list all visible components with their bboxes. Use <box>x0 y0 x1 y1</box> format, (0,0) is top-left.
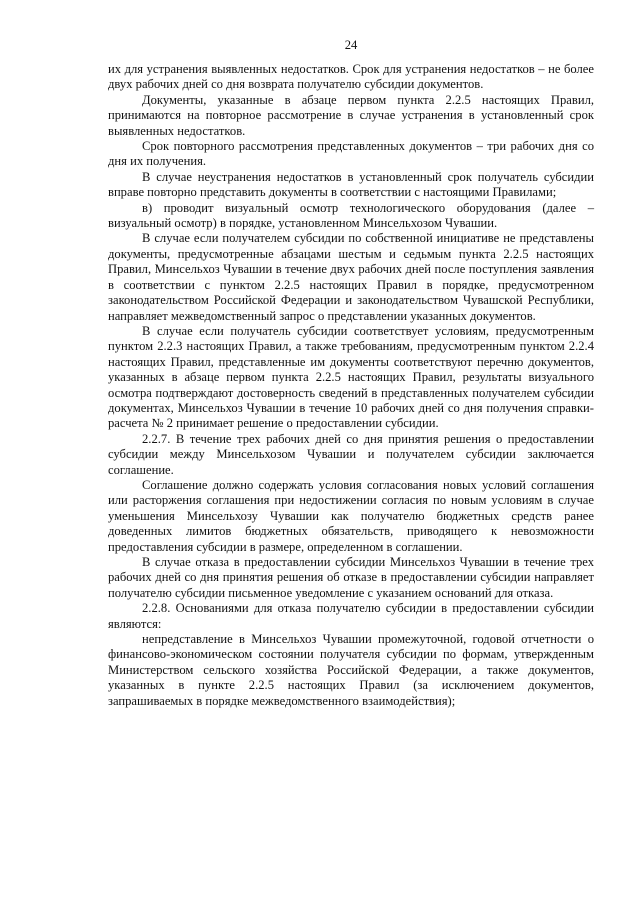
paragraph: Срок повторного рассмотрения представленных документов – три рабочих дня со дня их получения. <box>108 139 594 169</box>
paragraph: Документы, указанные в абзаце первом пункта 2.2.5 настоящих Правил, принимаются на повторное рассмотрение в случае устранения в установленный срок выявленных недостатков. <box>108 92 594 138</box>
paragraph: В случае отказа в предоставлении субсидии Минсельхоз Чувашии в течение трех рабочих дней со дня принятия решения об отказе в предоставлении субсидии направляет получателю субсидии письменное уведомление с указанием оснований для отказа. <box>108 555 594 600</box>
paragraph-clause-2-2-7: 2.2.7. В течение трех рабочих дней со дня принятия решения о предоставлении субсидии между Минсельхозом Чувашии и получателем субсидии заключается соглашение. <box>108 431 594 477</box>
paragraph: В случае если получатель субсидии соответствует условиям, предусмотренным пунктом 2.2.3 настоящих Правил, а также требованиям, предусмотренным пунктом 2.2.4 настоящих Правил, представленные им документы соответствуют перечню документов, указанных в абзаце первом пункта 2.2.5 настоящих Правил, результаты визуального осмотра подтверждают достоверность сведений в представленных получателем субсидии документах, Минсельхоз Чувашии в течение 10 рабочих дней со дня получения справки-расчета № 2 принимает решение о предоставлении субсидии. <box>108 323 594 431</box>
paragraph: непредставление в Минсельхоз Чувашии промежуточной, годовой отчетности о финансово-экономическом состоянии получателя субсидии по формам, утвержденным Министерством сельского хозяйства Российской Федерации, а также документов, указанных в пункте 2.2.5 настоящих Правил (за исключением документов, запрашиваемых в порядке межведомственного взаимодействия); <box>108 632 594 708</box>
page-number: 24 <box>344 38 358 52</box>
paragraph: В случае неустранения недостатков в установленный срок получатель субсидии вправе повторно представить документы в соответствии с настоящими Правилами; <box>108 169 594 200</box>
paragraph-clause-2-2-8: 2.2.8. Основаниями для отказа получателю субсидии в предоставлении субсидии являются: <box>108 601 594 631</box>
paragraph-continuation: их для устранения выявленных недостатков. Срок для устранения недостатков – не более двух рабочих дней со дня возврата получателю субсидии документов. <box>108 62 594 92</box>
paragraph: В случае если получателем субсидии по собственной инициативе не представлены документы, предусмотренные абзацами шестым и седьмым пункта 2.2.5 настоящих Правил, Минсельхоз Чувашии в течение двух рабочих дней после поступления заявления в соответствии с пунктом 2.2.5 настоящих Правил в порядке, предусмотренном законодательством Российской Федерации и законодательством Чувашской Республики, направляет межведомственный запрос о представлении указанных документов. <box>108 231 594 323</box>
paragraph: Соглашение должно содержать условия согласования новых условий соглашения или расторжения соглашения при недостижении согласия по новым условиям в случае уменьшения Минсельхозу Чувашии как получателю бюджетных средств ранее доведенных лимитов бюджетных обязательств, приводящего к невозможности предоставления субсидии в размере, определенном в соглашении. <box>108 477 594 554</box>
paragraph: в) проводит визуальный осмотр технологического оборудования (далее – визуальный осмотр) в порядке, установленном Минсельхозом Чувашии. <box>108 200 594 231</box>
